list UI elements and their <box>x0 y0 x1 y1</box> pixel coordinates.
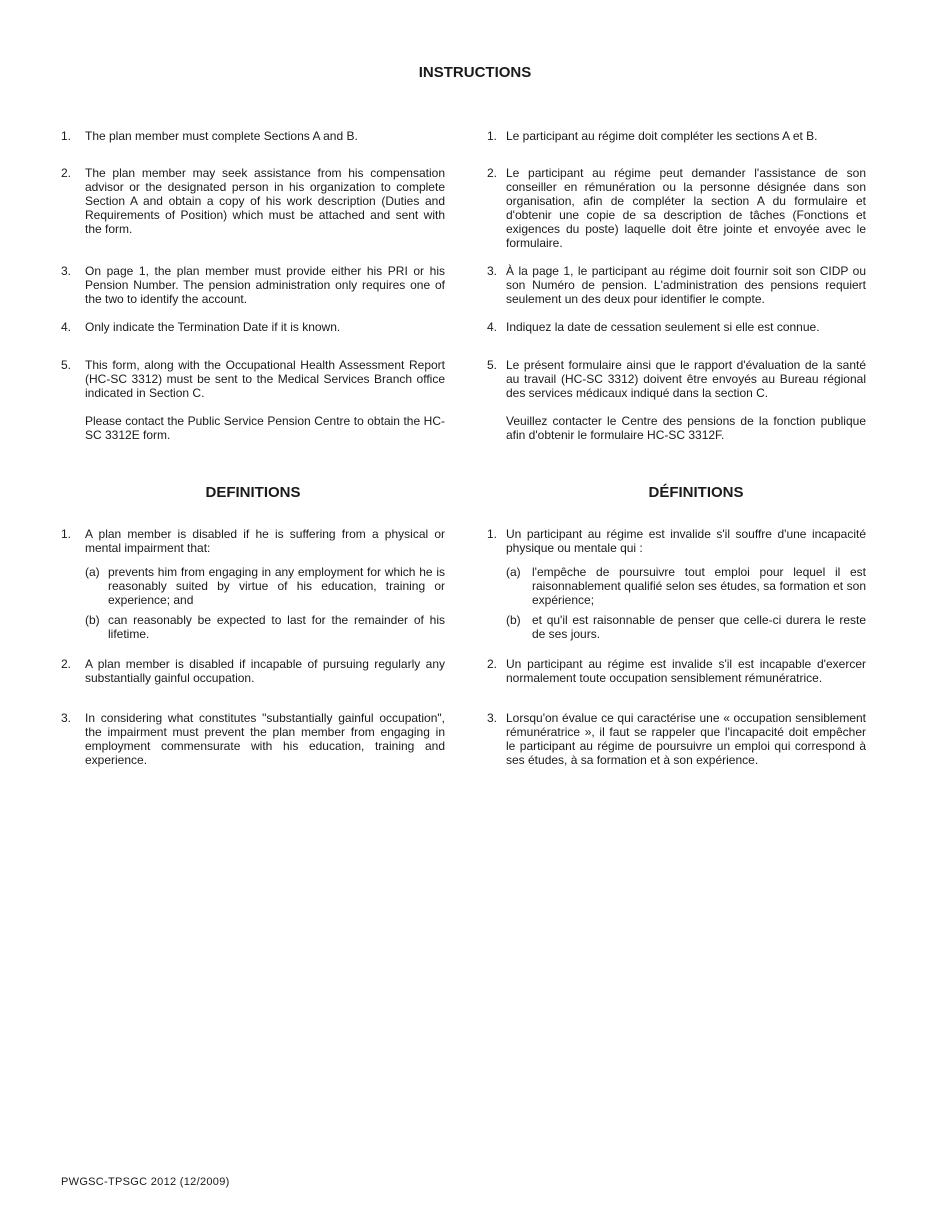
item-text: A plan member is disabled if incapable of pursuing regularly any substantially gainful occupation. <box>85 657 445 685</box>
instruction-fr-5 <box>487 359 866 443</box>
sub-item-text: l'empêche de poursuivre tout emploi pour lequel il est raisonnablement qualifié selon ses études, sa formation et son expérience; <box>532 565 866 607</box>
instruction-fr-3 <box>487 265 866 307</box>
item-number: 3. <box>61 264 72 278</box>
item-text: À la page 1, le participant au régime doit fournir soit son CIDP ou son Numéro de pension. L'administration des pensions requiert seulement un des deux pour identifier le compte. <box>506 264 866 306</box>
item-text: Indiquez la date de cessation seulement si elle est connue. <box>506 320 820 334</box>
item-number: 2. <box>61 166 72 180</box>
sub-item-letter: (b) <box>506 613 521 627</box>
definition-en-1 <box>61 528 445 556</box>
item-number: 2. <box>61 657 72 671</box>
item-number: 4. <box>487 320 498 334</box>
item-text: Un participant au régime est invalide s'il est incapable d'exercer normalement toute occupation sensiblement rémunératrice. <box>506 657 866 685</box>
item-number: 2. <box>487 657 498 671</box>
instruction-en-4 <box>61 321 445 335</box>
item-text: A plan member is disabled if he is suffering from a physical or mental impairment that: <box>85 527 445 555</box>
sub-item-letter: (b) <box>85 613 100 627</box>
item-number: 3. <box>61 711 72 725</box>
sub-item-letter: (a) <box>85 565 100 579</box>
item-extra-text: Please contact the Public Service Pension Centre to obtain the HC-SC 3312E form. <box>85 413 445 442</box>
item-text: Le participant au régime peut demander l'assistance de son conseiller en rémunération ou la personne désignée dans son organisation, afin de compléter la section A du formulaire et d'obtenir une copie de sa description de tâches (Fonctions et exigences du poste) laquelle doit être jointe et envoyée avec le formulaire. <box>506 166 866 250</box>
instruction-en-3 <box>61 265 445 307</box>
instruction-fr-2 <box>487 167 866 250</box>
sub-item-text: can reasonably be expected to last for the remainder of his lifetime. <box>108 613 445 641</box>
item-number: 3. <box>487 711 498 725</box>
instructions-title: INSTRUCTIONS <box>418 64 532 81</box>
definition-en-2 <box>61 658 445 686</box>
item-number: 1. <box>487 129 498 143</box>
item-text: Le participant au régime doit compléter les sections A et B. <box>506 129 818 143</box>
item-number: 5. <box>487 358 498 372</box>
item-number: 5. <box>61 358 72 372</box>
definitions-title-fr: DÉFINITIONS <box>648 484 744 501</box>
definition-fr-1a <box>506 566 866 608</box>
definition-fr-3 <box>487 712 866 768</box>
instruction-en-5 <box>61 359 445 443</box>
item-number: 1. <box>487 527 498 541</box>
item-text: Un participant au régime est invalide s'il souffre d'une incapacité physique ou mentale qui : <box>506 527 866 555</box>
item-number: 1. <box>61 129 72 143</box>
item-text: This form, along with the Occupational Health Assessment Report (HC-SC 3312) must be sent to the Medical Services Branch office indicated in Section C. <box>85 358 445 400</box>
item-extra-text: Veuillez contacter le Centre des pensions de la fonction publique afin d'obtenir le formulaire HC-SC 3312F. <box>506 413 866 442</box>
sub-item-text: prevents him from engaging in any employment for which he is reasonably suited by virtue of his education, training or experience; and <box>108 565 445 607</box>
sub-item-text: et qu'il est raisonnable de penser que celle-ci durera le reste de ses jours. <box>532 613 866 641</box>
item-number: 1. <box>61 527 72 541</box>
definition-en-3 <box>61 712 445 768</box>
item-text: On page 1, the plan member must provide either his PRI or his Pension Number. The pension administration only requires one of the two to identify the account. <box>85 264 445 306</box>
item-number: 4. <box>61 320 72 334</box>
instruction-fr-4 <box>487 321 866 335</box>
item-number: 2. <box>487 166 498 180</box>
item-number: 3. <box>487 264 498 278</box>
item-text: Only indicate the Termination Date if it is known. <box>85 320 341 334</box>
form-number-footer: PWGSC-TPSGC 2012 (12/2009) <box>61 1176 230 1188</box>
definition-en-1a <box>85 566 445 608</box>
sub-item-letter: (a) <box>506 565 521 579</box>
item-text: Le présent formulaire ainsi que le rapport d'évaluation de la santé au travail (HC-SC 3312) doivent être envoyés au Bureau régional des services médicaux indiqué dans la section C. <box>506 358 866 400</box>
item-text: The plan member may seek assistance from his compensation advisor or the designated person in his organization to complete Section A and obtain a copy of his work description (Duties and Requirements of Position) which must be attached and sent with the form. <box>85 166 445 236</box>
definition-fr-2 <box>487 658 866 686</box>
instruction-en-1 <box>61 130 445 144</box>
definitions-title-en: DEFINITIONS <box>205 484 301 501</box>
definition-fr-1b <box>506 614 866 642</box>
instruction-en-2 <box>61 167 445 237</box>
instruction-fr-1 <box>487 130 866 144</box>
item-text: The plan member must complete Sections A and B. <box>85 129 358 143</box>
item-text: In considering what constitutes "substantially gainful occupation", the impairment must prevent the plan member from engaging in employment commensurate with his education, training and experience. <box>85 711 445 767</box>
definition-fr-1 <box>487 528 866 556</box>
definition-en-1b <box>85 614 445 642</box>
item-text: Lorsqu'on évalue ce qui caractérise une « occupation sensiblement rémunératrice », il faut se rappeler que l'incapacité doit empêcher le participant au régime de poursuivre un emploi qui correspond à ses études, à sa formation et à son expérience. <box>506 711 866 767</box>
